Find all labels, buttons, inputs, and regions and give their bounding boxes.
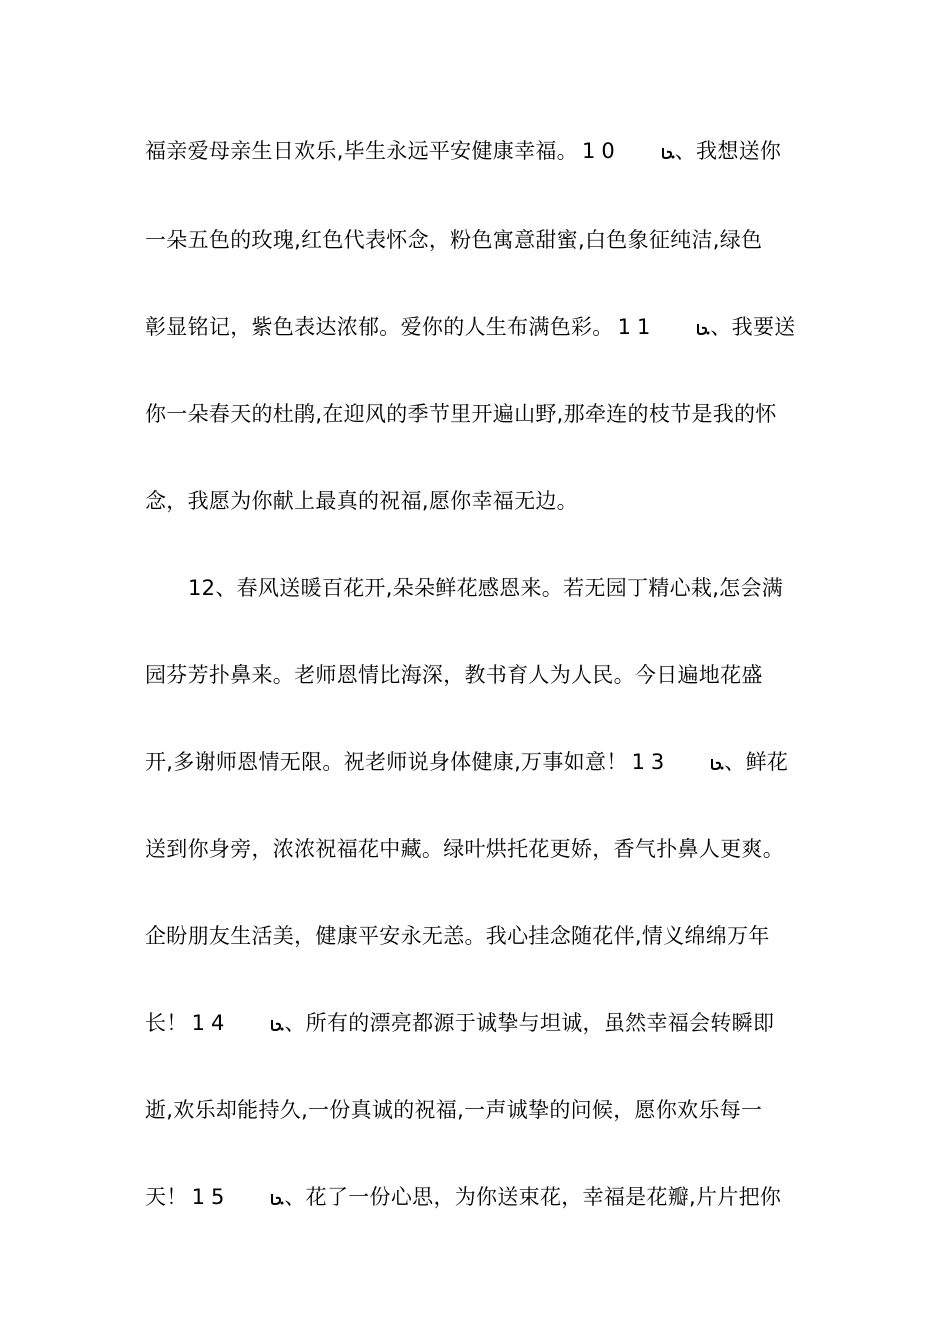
text-line (145, 225, 835, 255)
bullet-glyph-icon (710, 758, 724, 770)
text-line (188, 573, 878, 603)
item-number: 14 (191, 1011, 231, 1035)
text-segment: 逝,欢乐却能持久,一份真诚的祝福,一声诚挚的问候，愿你欢乐每一 (145, 1098, 763, 1122)
text-line (145, 399, 835, 429)
text-line (145, 1182, 835, 1212)
text-segment: 、鲜花 (724, 750, 789, 774)
text-line (145, 1008, 835, 1038)
bullet-glyph-icon (661, 147, 675, 159)
text-segment: 、所有的漂亮都源于诚挚与坦诚，虽然幸福会转瞬即 (284, 1011, 775, 1035)
text-line (145, 747, 835, 777)
text-line (145, 312, 835, 342)
bullet-glyph-icon (270, 1019, 284, 1031)
item-number: 11 (617, 315, 657, 339)
bullet-glyph-icon (270, 1193, 284, 1205)
text-segment: 彰显铭记，紫色表达浓郁。爱你的人生布满色彩。 (145, 315, 614, 339)
text-segment: 你一朵春天的杜鹃,在迎风的季节里开遍山野,那牵连的枝节是我的怀 (145, 402, 777, 426)
text-segment: 送到你身旁，浓浓祝福花中藏。绿叶烘托花更娇，香气扑鼻人更爽。 (145, 837, 784, 861)
text-segment: 长！ (145, 1011, 188, 1035)
text-line (145, 660, 835, 690)
text-segment: 、我想送你 (674, 139, 782, 163)
item-number: 15 (191, 1185, 231, 1209)
text-segment: 、我要送 (710, 315, 796, 339)
text-segment: 、花了一份心思，为你送束花，幸福是花瓣,片片把你 (284, 1185, 782, 1209)
text-segment: 念，我愿为你献上最真的祝福,愿你幸福无边。 (145, 489, 578, 513)
text-segment: 园芬芳扑鼻来。老师恩情比海深，教书育人为人民。今日遍地花盛 (145, 663, 763, 687)
text-line (145, 921, 835, 951)
text-line (145, 136, 835, 166)
item-number: 13 (631, 750, 671, 774)
text-segment: 12、春风送暖百花开,朵朵鲜花感恩来。若无园丁精心栽,怎会满 (188, 576, 784, 600)
text-segment: 一朵五色的玫瑰,红色代表怀念，粉色寓意甜蜜,白色象征纯洁,绿色 (145, 228, 763, 252)
text-line (145, 1095, 835, 1125)
text-segment: 天！ (145, 1185, 188, 1209)
text-segment: 福亲爱母亲生日欢乐,毕生永远平安健康幸福。 (145, 139, 578, 163)
text-line (145, 486, 835, 516)
bullet-glyph-icon (696, 323, 710, 335)
item-number: 10 (581, 139, 621, 163)
text-line (145, 834, 835, 864)
text-segment: 企盼朋友生活美，健康平安永无恙。我心挂念随花伴,情义绵绵万年 (145, 924, 770, 948)
text-segment: 开,多谢师恩情无限。祝老师说身体健康,万事如意！ (145, 750, 628, 774)
